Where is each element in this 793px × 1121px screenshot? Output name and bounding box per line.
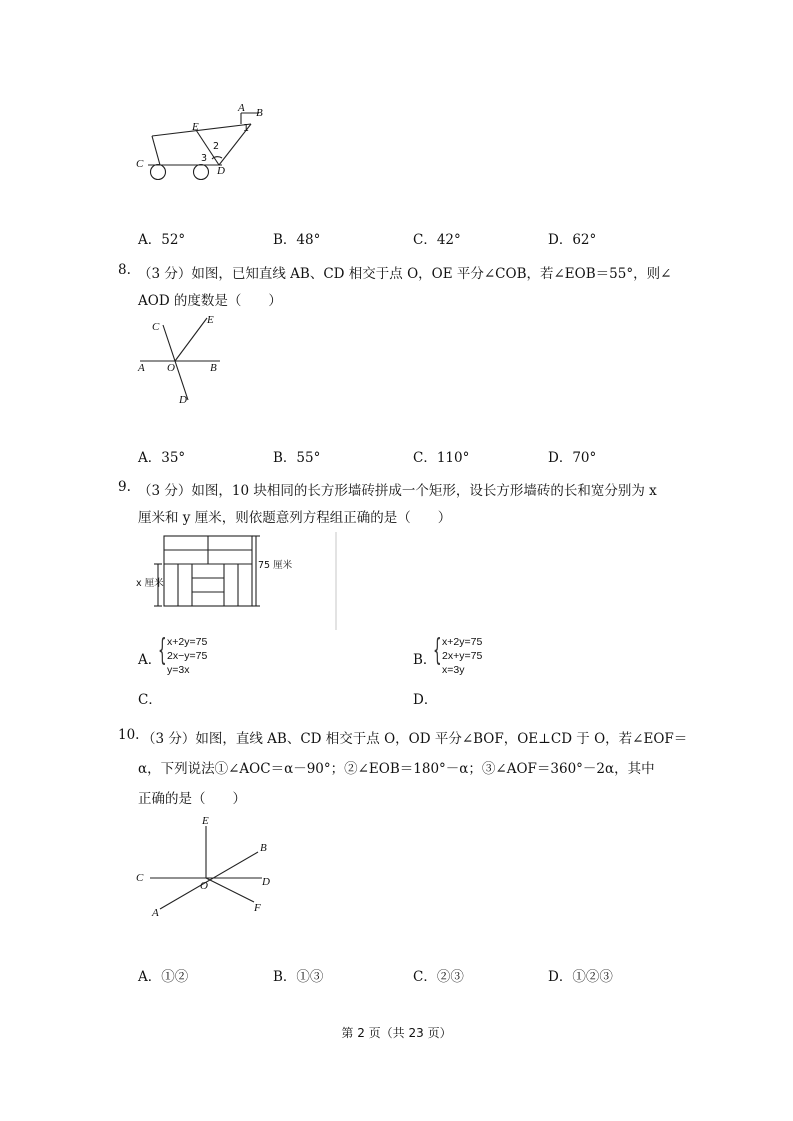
q7-label-1: 1 bbox=[243, 123, 250, 134]
q10-label-E: E bbox=[202, 815, 209, 827]
q8-stem-line2: AOD 的度数是（ ） bbox=[138, 293, 282, 309]
q8-label-A: A bbox=[138, 362, 145, 374]
q9-stem-line2: 厘米和 y 厘米，则依题意列方程组正确的是（ ） bbox=[138, 510, 452, 526]
q8-figure bbox=[130, 310, 230, 410]
q9-figure bbox=[134, 530, 339, 630]
q9-stem-line1: （3 分）如图，10 块相同的长方形墙砖拼成一个矩形，设长方形墙砖的长和宽分别为 x bbox=[138, 483, 657, 499]
q10-label-F: F bbox=[254, 902, 261, 914]
q7-option-b[interactable]: B．48° bbox=[273, 232, 321, 248]
q7-figure bbox=[130, 100, 280, 188]
q8-option-b[interactable]: B．55° bbox=[273, 450, 321, 466]
q7-label-3: 3 bbox=[201, 153, 208, 164]
q10-label-C: C bbox=[136, 872, 144, 884]
q8-label-B: B bbox=[210, 362, 217, 374]
q9-label-x: x 厘米 bbox=[136, 578, 164, 589]
q10-label-A: A bbox=[152, 907, 159, 919]
q8-option-d[interactable]: D．70° bbox=[548, 450, 597, 466]
q7-label-E: E bbox=[192, 121, 199, 133]
q9-option-a-brace: { bbox=[158, 633, 167, 668]
q7-label-A: A bbox=[238, 102, 245, 114]
q10-option-c[interactable]: C．②③ bbox=[413, 969, 464, 985]
q9-a-eq1: x+2y=75 bbox=[167, 636, 208, 648]
q8-option-c[interactable]: C．110° bbox=[413, 450, 470, 466]
q9-b-eq3: x=3y bbox=[442, 664, 465, 676]
q8-label-E: E bbox=[207, 314, 214, 326]
q9-a-eq2: 2x−y=75 bbox=[167, 650, 208, 662]
page-footer: 第 2 页（共 23 页） bbox=[341, 1026, 452, 1040]
q7-option-a[interactable]: A．52° bbox=[138, 232, 186, 248]
q9-label-height: 75 厘米 bbox=[258, 560, 293, 571]
q8-option-a[interactable]: A．35° bbox=[138, 450, 186, 466]
q9-b-eq2: 2x+y=75 bbox=[442, 650, 483, 662]
q7-option-c[interactable]: C．42° bbox=[413, 232, 461, 248]
q7-label-B: B bbox=[256, 107, 263, 119]
q10-stem-line3: 正确的是（ ） bbox=[138, 791, 246, 807]
q8-number: 8. bbox=[118, 262, 131, 278]
q8-label-D: D bbox=[179, 394, 187, 406]
q7-label-C: C bbox=[136, 158, 144, 170]
q10-figure bbox=[130, 812, 280, 922]
q8-stem-line1: （3 分）如图，已知直线 AB、CD 相交于点 O，OE 平分∠COB，若∠EOB＝55°，则∠ bbox=[138, 266, 672, 282]
q9-option-d[interactable]: D． bbox=[413, 692, 438, 708]
q9-number: 9. bbox=[118, 479, 131, 495]
q9-option-b-system[interactable] bbox=[442, 635, 482, 677]
q9-b-eq1: x+2y=75 bbox=[442, 636, 483, 648]
q10-label-D: D bbox=[262, 876, 270, 888]
q9-option-c[interactable]: C． bbox=[138, 692, 162, 708]
q7-option-d[interactable]: D．62° bbox=[548, 232, 597, 248]
q7-label-D: D bbox=[217, 165, 225, 177]
q7-label-2: 2 bbox=[213, 141, 220, 152]
q9-option-a-system[interactable] bbox=[167, 635, 207, 677]
q10-label-B: B bbox=[260, 842, 267, 854]
q8-label-C: C bbox=[152, 321, 160, 333]
q10-stem-line1: （3 分）如图，直线 AB、CD 相交于点 O，OD 平分∠BOF，OE⊥CD 于 O，若∠EOF＝ bbox=[142, 731, 688, 747]
q9-a-eq3: y=3x bbox=[167, 664, 190, 676]
q10-number: 10. bbox=[118, 727, 140, 743]
q9-option-b-key[interactable]: B． bbox=[413, 652, 437, 668]
q10-stem-line2: α，下列说法①∠AOC＝α－90°；②∠EOB＝180°－α；③∠AOF＝360°－2α，其中 bbox=[138, 761, 655, 777]
q10-option-d[interactable]: D．①②③ bbox=[548, 969, 613, 985]
q10-label-O: O bbox=[200, 880, 208, 892]
q9-option-b-brace: { bbox=[433, 633, 442, 668]
q9-option-a-key[interactable]: A． bbox=[138, 652, 162, 668]
q10-option-a[interactable]: A．①② bbox=[138, 969, 189, 985]
q10-option-b[interactable]: B．①③ bbox=[273, 969, 324, 985]
q8-label-O: O bbox=[167, 362, 175, 374]
